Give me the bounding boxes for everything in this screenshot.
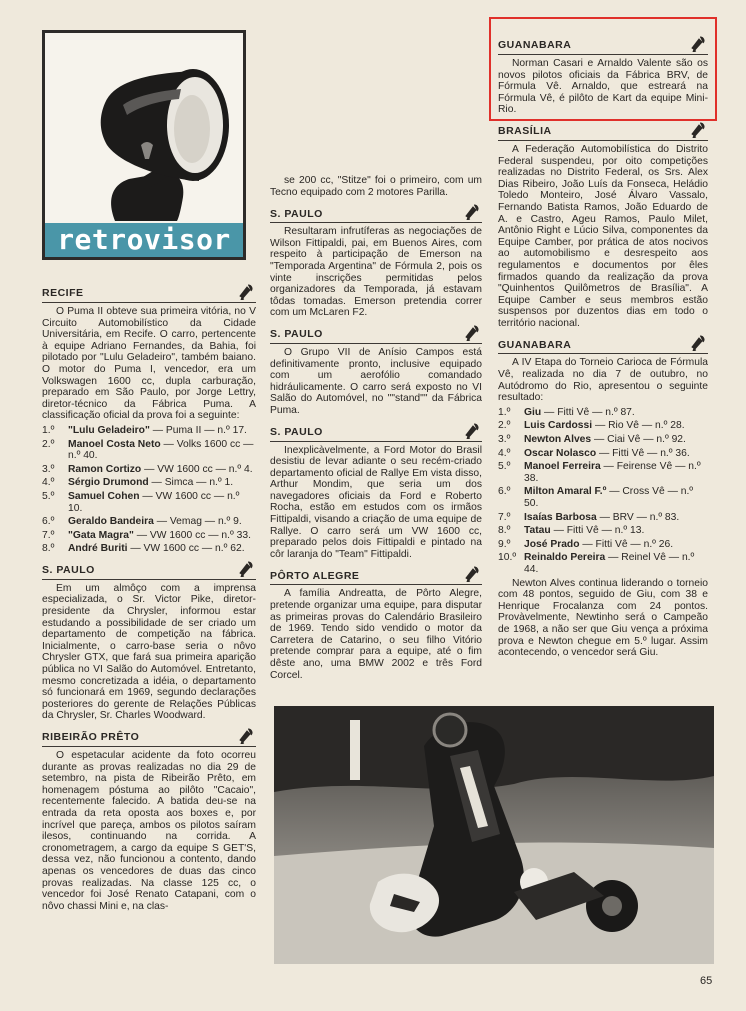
- horn-icon: [690, 122, 706, 138]
- column-left: [42, 284, 256, 918]
- result-row: [42, 543, 256, 555]
- result-row: [498, 525, 708, 537]
- section-title: PÔRTO ALEGRE: [270, 569, 360, 582]
- section-title: S. PAULO: [270, 425, 323, 438]
- result-pilot: Geraldo Bandeira: [68, 516, 154, 528]
- result-row: [498, 486, 708, 509]
- horn-icon: [238, 728, 254, 744]
- result-pilot: Newton Alves: [524, 434, 592, 446]
- horn-icon: [464, 325, 480, 341]
- result-pilot: Tatau: [524, 525, 551, 537]
- news-section: [498, 122, 708, 330]
- column-middle: [270, 175, 482, 687]
- news-section: [270, 325, 482, 417]
- result-row: [42, 464, 256, 476]
- horn-icon: [690, 335, 706, 351]
- horn-icon: [464, 204, 480, 220]
- result-position: 6.º: [498, 486, 511, 498]
- section-title: S. PAULO: [42, 564, 95, 577]
- page-number: 65: [700, 975, 713, 987]
- section-heading: [270, 325, 482, 344]
- result-pilot: Isaías Barbosa: [524, 511, 597, 523]
- column-right: [498, 36, 708, 665]
- result-details: — VW 1600 cc — n.º 62.: [127, 543, 245, 555]
- result-details: — VW 1600 cc — n.º 33.: [133, 529, 251, 541]
- result-position: 7.º: [498, 511, 511, 523]
- result-details: — Vemag — n.º 9.: [153, 516, 242, 528]
- crash-photo: [274, 706, 714, 964]
- result-pilot: "Lulu Geladeiro": [68, 424, 150, 436]
- result-row: [42, 516, 256, 528]
- retrovisor-logo: [42, 30, 246, 260]
- paragraph: Newton Alves continua liderando o torneio com 48 pontos, seguido de Giu, com 38 e Henrique Frocalanza com 24 pontos. Provàvelmente, Newtinho será o Campeão de 1968, a não ser que Giu vença a próxima prova e Newton chegue em 5.º lugar. Assim acontecendo, o vencedor será Giu.: [498, 577, 708, 659]
- result-position: 4.º: [42, 477, 55, 489]
- result-row: [498, 552, 708, 575]
- logo-title: retrovisor: [45, 223, 243, 257]
- section-heading: [498, 335, 708, 354]
- highlight-box: [489, 17, 717, 121]
- result-details: — Cross Vê — n.º 50.: [524, 486, 694, 509]
- result-position: 10.º: [498, 552, 517, 564]
- section-title: BRASÍLIA: [498, 125, 552, 138]
- result-position: 5.º: [498, 461, 511, 473]
- result-position: 7.º: [42, 529, 55, 541]
- result-position: 1.º: [498, 406, 511, 418]
- result-position: 4.º: [498, 447, 511, 459]
- result-position: 2.º: [42, 438, 55, 450]
- horn-icon: [464, 423, 480, 439]
- result-row: [498, 512, 708, 524]
- result-position: 2.º: [498, 420, 511, 432]
- result-position: 3.º: [42, 463, 55, 475]
- news-section: [270, 204, 482, 319]
- horn-icon: [238, 561, 254, 577]
- result-pilot: Milton Amaral F.º: [524, 486, 607, 498]
- section-heading: [42, 728, 256, 747]
- result-details: — Rio Vê — n.º 28.: [592, 420, 685, 432]
- section-heading: [42, 561, 256, 580]
- result-position: 1.º: [42, 424, 55, 436]
- horn-icon: [238, 284, 254, 300]
- paragraph: O Grupo VII de Anísio Campos está definitivamente pronto, inclusive equipado com um aerofólio comandado hidráulicamente. O carro será exposto no VI Salão do Automóvel, no ""stand"" da Fábrica Puma.: [270, 346, 482, 416]
- result-details: — Fitti Vê — n.º 26.: [579, 538, 674, 550]
- paragraph: A família Andreatta, de Pôrto Alegre, pretende organizar uma equipe, para disputar as primeiras provas do Calendário Brasileiro de 1969. Tendo sido vendido o motor da Carretera de Catarino, o seu filho Vitório pretende comprar para a equipe, até o fim dêste ano, uma BMW 2002 e três Ford Corcel.: [270, 588, 482, 681]
- result-details: — BRV — n.º 83.: [596, 511, 680, 523]
- result-details: — Fitti Vê — n.º 13.: [550, 525, 645, 537]
- paragraph: A Federação Automobilística do Distrito Federal suspendeu, por oito competições realizadas no Distrito Federal, os Srs. Alex Dias Ribeiro, João Luís da Fonseca, Heládio Toledo Monteiro, José Álvaro Vassalo, Fernando Batista Ramos, João Eduardo de A. e Castro, Ageu Ramos, Paulo Milet, Antônio Right e Lúcio Silva, componentes da Equipe Camber, por prática de atos nocivos ao automobilismo e desrespeito aos regulamentos e documentos por êles firmados quando da realização da prova "Quinhentos Quilômetros de Brasília". A Equipe Camber e seus membros estão suspensos por duzentos dias em todo o território nacional.: [498, 143, 708, 329]
- result-row: [498, 407, 708, 419]
- paragraph: Em um almôço com a imprensa especializada, o Sr. Victor Pike, diretor-presidente da Chrysler, informou estar estudando a possibilidade de ser criado um departamento de competição na fábrica. Inicialmente, o carro-base seria o nôvo Chrysler GTX, que fará sua primeira aparição pública no VI Salão do Automóvel. Entretanto, mesmo concretizada a idéia, o departamento só funcionará em 1969, segundo declarações posteriores do gerente de Relações Públicas da Chrysler, Sr. Charles Woodward.: [42, 582, 256, 722]
- section-title: S. PAULO: [270, 328, 323, 341]
- section-title: GUANABARA: [498, 338, 572, 351]
- result-pilot: Reinaldo Pereira: [524, 552, 606, 564]
- side-mirror-illustration: [45, 33, 243, 223]
- result-pilot: André Buriti: [68, 543, 128, 555]
- result-details: — VW 1600 cc — n.º 4.: [141, 463, 253, 475]
- result-pilot: Giu: [524, 406, 542, 418]
- result-row: [498, 434, 708, 446]
- news-section: [498, 335, 708, 658]
- result-details: — VW 1600 cc — n.º 10.: [68, 490, 240, 514]
- result-pilot: "Gata Magra": [68, 529, 134, 541]
- result-row: [498, 539, 708, 551]
- result-pilot: Manoel Ferreira: [524, 461, 601, 473]
- section-title: RIBEIRÃO PRÊTO: [42, 731, 140, 744]
- result-pilot: Ramon Cortizo: [68, 463, 142, 475]
- result-pilot: Sérgio Drumond: [68, 477, 149, 489]
- result-pilot: Oscar Nolasco: [524, 447, 597, 459]
- paragraph: Resultaram infrutíferas as negociações de Wilson Fittipaldi, pai, em Buenos Aires, com respeito à participação de Emerson na "Temporada Argentina" de Fórmula 2, pois os vinte inscrições permitidas pelos organizadores da Temporada, já estavam tôdas tomadas. Emerson pretendia correr com um McLaren F2.: [270, 226, 482, 319]
- paragraph: se 200 cc, "Stitze" foi o primeiro, com um Tecno equipado com 2 motores Parilla.: [270, 175, 482, 198]
- result-pilot: Manoel Costa Neto: [68, 438, 161, 450]
- result-details: — Ciai Vê — n.º 92.: [591, 434, 686, 446]
- result-row: [42, 530, 256, 542]
- section-title: S. PAULO: [270, 207, 323, 220]
- result-position: 8.º: [42, 543, 55, 555]
- result-position: 9.º: [498, 538, 511, 550]
- result-row: [42, 491, 256, 514]
- paragraph: O espetacular acidente da foto ocorreu durante as provas realizadas no dia 29 de setembro, na pista de Ribeirão Prêto, em homenagem póstuma ao pilôto "Cacaio", recentemente falecido. A batida deu-se na entrada da reta oposta aos boxes e, por incrível que pareça, ambos os pilotos saíram ilesos, continuando na corrida. A cronometragem, a cargo da equipe S GET'S, dessa vez, não funcionou a contento, dando apenas os vencedores de duas das cinco provas realizadas. Na classe 125 cc, o vencedor foi José Renato Catapani, com o nôvo chassi Mini e, na clas-: [42, 750, 256, 912]
- section-heading: [270, 204, 482, 223]
- paragraph: A IV Etapa do Torneio Carioca de Fórmula Vê, realizada no dia 7 de outubro, no Autódromo do Rio, apresentou o seguinte resultado:: [498, 357, 708, 404]
- result-row: [498, 448, 708, 460]
- section-title: GUANABARA: [498, 39, 572, 52]
- results-list: [42, 425, 256, 555]
- section-title: RECIFE: [42, 287, 84, 300]
- result-position: 5.º: [42, 490, 55, 502]
- result-details: — Reinel Vê — n.º 44.: [524, 552, 695, 575]
- paragraph: Norman Casari e Arnaldo Valente são os novos pilotos oficiais da Fábrica BRV, de Fórmula Vê. Arnaldo, que estreará na Fórmula Vê, é pilôto de Kart da equipe Mini-Rio.: [498, 58, 708, 116]
- paragraph: O Puma II obteve sua primeira vitória, no V Circuito Automobilístico da Cidade Universitária, em Recife. O carro, pertencente à equipe Adriano Fernandes, da Bahia, foi pilotado por "Lulu Geladeiro", também baiano. O motor do Puma I, vencedor, era um Volkswagen 1600 cc, dupla carburação, preparado em São Paulo, por Jorge Lettry, diretor-técnico da Fábrica Puma. A classificação oficial da prova foi a seguinte:: [42, 306, 256, 422]
- result-pilot: Samuel Cohen: [68, 490, 140, 502]
- result-details: — Fitti Vê — n.º 87.: [541, 406, 635, 418]
- result-pilot: José Prado: [524, 538, 580, 550]
- section-heading: [42, 284, 256, 303]
- news-section: [270, 566, 482, 681]
- result-pilot: Luis Cardossi: [524, 420, 593, 432]
- section-heading: [498, 122, 708, 141]
- result-details: — Fitti Vê — n.º 36.: [596, 447, 690, 459]
- result-row: [498, 420, 708, 432]
- result-row: [42, 477, 256, 489]
- news-section: [42, 284, 256, 555]
- news-section: [42, 561, 256, 722]
- result-details: — Feirense Vê — n.º 38.: [524, 461, 701, 484]
- result-row: [42, 425, 256, 437]
- result-details: — Puma II — n.º 17.: [149, 424, 247, 436]
- result-position: 3.º: [498, 434, 511, 446]
- result-details: — Volks 1600 cc — n.º 40.: [68, 438, 254, 462]
- result-position: 8.º: [498, 525, 511, 537]
- paragraph: Inexplicàvelmente, a Ford Motor do Brasil desistiu de levar adiante o seu recém-criado departamento oficial de Rallye Em vista disso, Arthur Mondim, que seria um dos navegadores oficiais da Ford e Roberto Rocha, estão em estudos com os irmãos Fittipaldi, visando a criação de uma equipe de Rallye. O carro será um VW 1600 cc, preparado pelos dois Fittipaldi e pintado na côr laranja do "Team" Fittipaldi.: [270, 444, 482, 560]
- result-position: 6.º: [42, 516, 55, 528]
- result-row: [498, 461, 708, 484]
- result-row: [42, 439, 256, 462]
- news-section: [270, 423, 482, 561]
- results-list: [498, 407, 708, 576]
- horn-icon: [464, 566, 480, 582]
- news-section: [270, 175, 482, 198]
- result-details: — Simca — n.º 1.: [148, 477, 234, 489]
- section-heading: [270, 566, 482, 585]
- news-section: [42, 728, 256, 912]
- section-heading: [270, 423, 482, 442]
